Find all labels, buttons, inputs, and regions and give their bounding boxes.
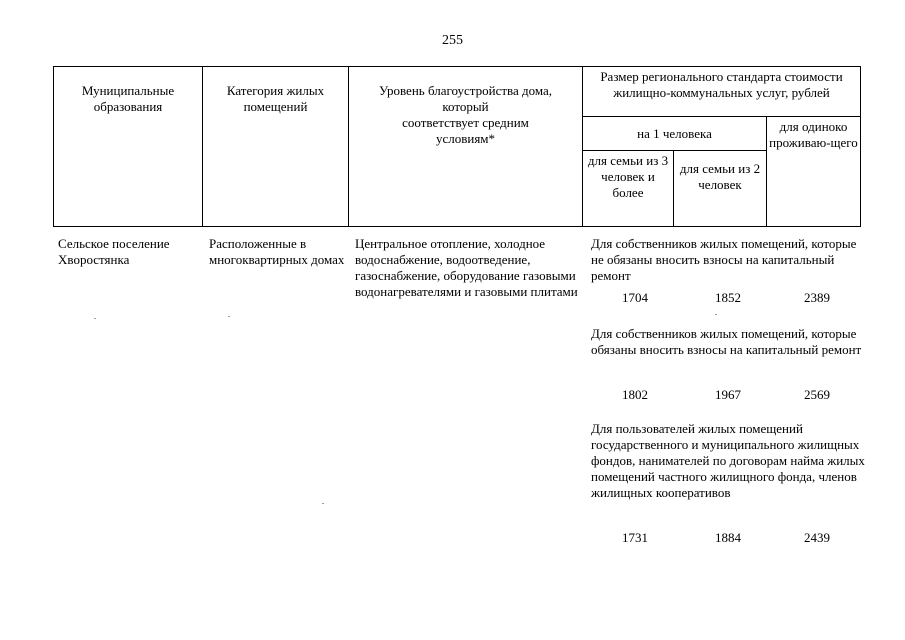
- header-level-line: условиям*: [435, 131, 496, 146]
- group-label: Для собственников жилых помещений, которые обязаны вносить взносы на капитальный ремонт: [591, 326, 862, 357]
- row-category: Расположенные в многоквартирных домах: [209, 236, 345, 267]
- value-single: 2439: [804, 530, 830, 545]
- scan-speck: [322, 503, 324, 504]
- header-family3: для семьи из 3 человек и более: [583, 151, 674, 227]
- header-level: [349, 67, 583, 227]
- value-family3: 1802: [622, 387, 648, 402]
- group-label: Для собственников жилых помещений, которые не обязаны вносить взносы на капитальный ремонт: [591, 236, 857, 283]
- header-category: Категория жилых помещений: [203, 67, 349, 227]
- scan-speck: [228, 316, 230, 317]
- header-size-title: Размер регионального стандарта стоимости жилищно-коммунальных услуг, рублей: [583, 67, 861, 117]
- row-level: Центральное отопление, холодное водоснабжение, водоотведение, газоснабжение, оборудование газовыми водонагревателями и газовыми плитами: [355, 236, 578, 299]
- header-family2: для семьи из 2 человек: [674, 151, 767, 227]
- scan-speck: [715, 314, 717, 315]
- header-table: [53, 66, 861, 227]
- value-family2: 1884: [715, 530, 741, 545]
- value-family3: 1731: [622, 530, 648, 545]
- header-per-person: на 1 человека: [583, 117, 767, 151]
- header-level-line: Уровень благоустройства дома,: [378, 83, 553, 98]
- group-label: Для пользователей жилых помещений государственного и муниципального жилищных фондов, нанимателей по договорам найма жилых помещений частного жилищного фонда, членов жилищных кооперативов: [591, 421, 865, 500]
- header-level-line: соответствует средним: [402, 115, 529, 130]
- value-family2: 1852: [715, 290, 741, 305]
- page-number: 255: [442, 33, 463, 48]
- scan-speck: [94, 318, 96, 319]
- header-municipal: Муниципальные образования: [54, 67, 203, 227]
- value-single: 2389: [804, 290, 830, 305]
- value-family3: 1704: [622, 290, 648, 305]
- value-single: 2569: [804, 387, 830, 402]
- header-level-line: который: [442, 99, 489, 114]
- header-single: для одиноко проживаю-щего: [767, 117, 861, 227]
- row-municipal: Сельское поселение Хворостянка: [58, 236, 170, 267]
- value-family2: 1967: [715, 387, 741, 402]
